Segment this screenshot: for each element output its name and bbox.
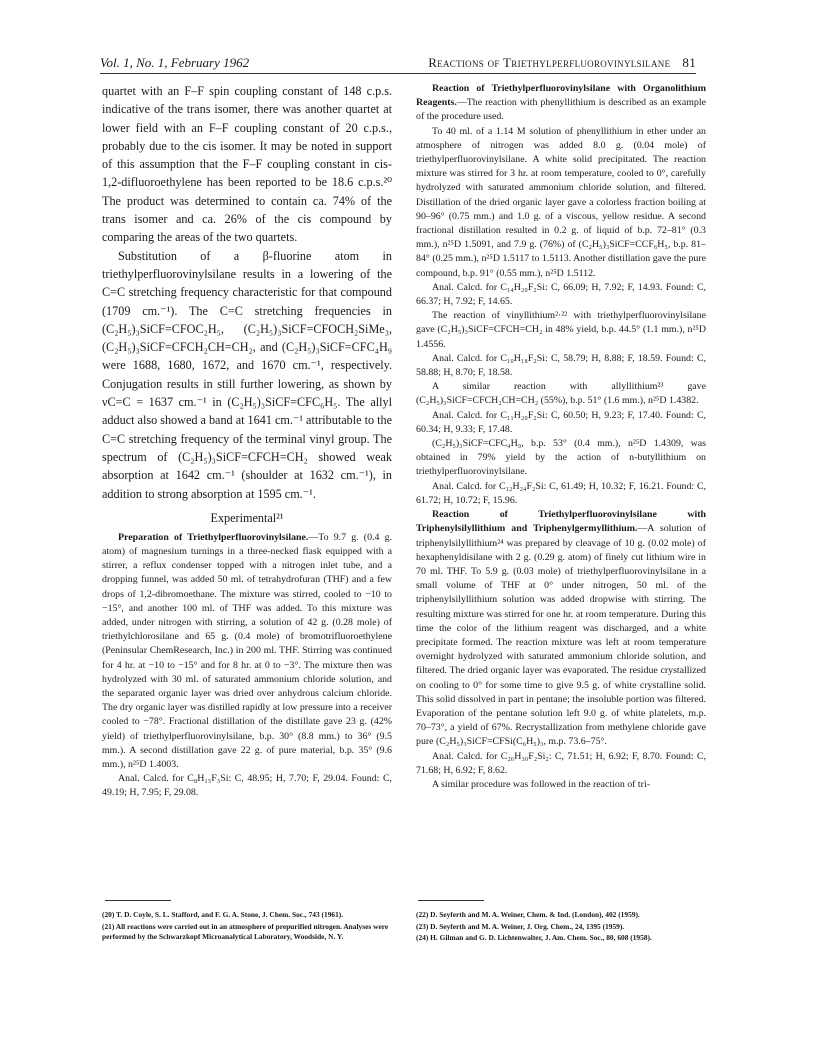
- analysis-line: Anal. Calcd. for C₁₁H₂₀F₂Si: C, 60.50; H, 9.23; F, 17.40. Found: C, 60.34; H, 9.33; F, 17.48.: [416, 409, 706, 435]
- run-in-heading: Preparation of Triethylperfluorovinylsilane.: [118, 531, 309, 543]
- left-column: [102, 82, 392, 801]
- analysis-line: Anal. Calcd. for C₁₄H₂₀F₂Si: C, 66.09; H, 7.92; F, 14.93. Found: C, 66.37; H, 7.92; F, 14.65.: [416, 281, 706, 308]
- paragraph-allyllithium: A similar reaction with allyllithium²³ gave (C₂H₅)₃SiCF=CFCH₂CH=CH₂ (55%), b.p. 51° (1.6 mm.), n²⁵D 1.4382.: [416, 381, 706, 407]
- paragraph-substitution: Substitution of a β-fluorine atom in triethylperfluorovinylsilane results in a lowering of the C=C stretching frequency characteristic for that compound (1709 cm.⁻¹). The C=C stretching frequencies in (C₂H₅)₃SiCF=CFOC₂H₅, (C₂H₅)₃SiCF=CFOCH₂SiMe₃, (C₂H₅)₃SiCF=CFCH₂CH=CH₂, and (C₂H₅)₃SiCF=CFC₄H₉ were 1688, 1680, 1672, and 1670 cm.⁻¹, respectively. Conjugation results in still further lowering, as shown by νC=C = 1637 cm.⁻¹ in (C₂H₅)₃SiCF=CFC₆H₅. The allyl adduct also showed a band at 1641 cm.⁻¹ attributable to the C=C stretching frequency of the terminal vinyl group. The spectrum of (C₂H₅)₃SiCF=CFCH=CH₂ showed weak absorption at 1642 cm.⁻¹ (shoulder at 1632 cm.⁻¹), in addition to strong absorption at 1595 cm.⁻¹.: [102, 248, 392, 501]
- footnote-20: (20) T. D. Coyle, S. L. Stafford, and F. G. A. Stone, J. Chem. Soc., 743 (1961).: [102, 910, 344, 919]
- analysis-line: Anal. Calcd. for C₂₆H₃₀F₂Si₂: C, 71.51; H, 6.92; F, 8.70. Found: C, 71.68; H, 6.92; F, 8.62.: [416, 750, 706, 776]
- footnotes-right: [416, 910, 706, 945]
- run-in-heading: Reaction of Triethylperfluorovinylsilane with Triphenylsilyllithium and Triphenylgermyllithium.: [416, 509, 706, 535]
- footnote-23: (23) D. Seyferth and M. A. Weiner, J. Org. Chem., 24, 1395 (1959).: [416, 921, 625, 931]
- running-head: [428, 55, 696, 71]
- footnote-rule-right: [418, 900, 484, 901]
- run-in-heading: Reaction of Triethylperfluorovinylsilane with Organolithium Reagents.: [416, 83, 706, 109]
- paragraph-preparation: [102, 531, 392, 772]
- paragraph-organolithium: [416, 82, 706, 125]
- paragraph-phenyllithium: To 40 ml. of a 1.14 M solution of phenyllithium in ether under an atmosphere of nitrogen was added 8.0 g. (0.04 mole) of triethylperfluorovinylsilane. A white solid precipitated. The reaction mixture was stirred for 3 hr. at room temperature, cooled to 0°, carefully hydrolyzed with saturated ammonium chloride solution, and filtered. Distillation of the dried organic layer gave a colorless fraction boiling at 90–96° (0.75 mm.) and 1.0 g. of a viscous, yellow residue. A second fractional distillation resulted in 0.2 g. of liquid of b.p. 72–81° (0.3 mm.), n²⁵D 1.5091, and 7.9 g. (76%) of (C₂H₅)₃SiCF=CCF₆H₅, b.p. 81–84° (0.25 mm.), n²⁵D 1.5117 to 1.5113. Another distillation gave the pure compound, b.p. 91° (0.55 mm.), n²⁵D 1.5112.: [416, 125, 706, 279]
- footnotes-left: [102, 910, 392, 944]
- footnote-24: (24) H. Gilman and G. D. Lichtenwalter, J. Am. Chem. Soc., 80, 608 (1958).: [416, 933, 652, 943]
- journal-info: Vol. 1, No. 1, February 1962: [100, 55, 250, 70]
- paragraph-triphenylsilyllithium: [416, 508, 706, 749]
- paragraph-vinyllithium: The reaction of vinyllithium²·²² with triethylperfluorovinylsilane gave (C₂H₅)₃SiCF=CFCH=CH₂ in 48% yield, b.p. 44.5° (1.1 mm.), n²⁵D 1.4556.: [416, 310, 706, 350]
- paragraph-continued: A similar procedure was followed in the reaction of tri-: [432, 778, 651, 790]
- footnote-22: (22) D. Seyferth and M. A. Weiner, Chem. & Ind. (London), 402 (1959).: [416, 910, 640, 919]
- page-number: 81: [682, 55, 696, 70]
- organolithium-text: —The reaction with phenyllithium is described as an example of the procedure used.: [416, 97, 706, 123]
- page-header: [100, 55, 696, 75]
- analysis-line: Anal. Calcd. for C₁₂H₂₄F₂Si: C, 61.49; H, 10.32; F, 16.21. Found: C, 61.72; H, 10.72; F, 15.96.: [416, 480, 706, 506]
- footnote-rule-left: [105, 900, 171, 901]
- paragraph-butyllithium: (C₂H₅)₃SiCF=CFC₄H₉, b.p. 53° (0.4 mm.), n²⁵D 1.4309, was obtained in 79% yield by the action of n-butyllithium on triethylperfluorovinylsilane.: [416, 438, 706, 478]
- section-heading-experimental: Experimental²¹: [210, 510, 284, 525]
- analysis-line: Anal. Calcd. for C₈H₁₅F₃Si: C, 48.95; H, 7.70; F, 29.04. Found: C, 49.19; H, 7.95; F, 29.08.: [102, 773, 392, 799]
- analysis-line: Anal. Calcd. for C₁₀H₁₈F₂Si: C, 58.79; H, 8.88; F, 18.59. Found: C, 58.88; H, 8.70; F, 18.58.: [416, 352, 706, 379]
- triphenylsilyl-text: —A solution of triphenylsilyllithium²⁴ was prepared by cleavage of 10 g. (0.02 mole) of hexaphenyldisilane with 2 g. (0.29 g. atom) of finely cut lithium wire in 70 ml. THF. To 5.9 g. (0.03 mole) of triethylperfluorovinylsilane in a small volume of THF at 0° under nitrogen, 50 ml. of the triphenylsilyllithium solution was added dropwise with stirring. The resulting mixture was stirred for one hr. at room temperature. During this time the color of the lithium reagent was discharged, and a white precipitate formed. The reaction mixture was left at room temperature overnight hydrolyzed with saturated ammonium chloride solution, and filtered. The dried organic layer was evaporated. The residue crystallized on cooling to 0° for some time to give 9.5 g. of white crystalline solid. This solid dissolved in part in pentane; the insoluble portion was filtered. Evaporation of the pentane solution left 9.0 g. of white platelets, m.p. 70–73°, a yield of 67%. Recrystallization from methylene chloride gave pure (C₂H₅)₃SiCF=CFSi(C₆H₅)₃, m.p. 73.6–75°.: [416, 523, 706, 748]
- preparation-text: —To 9.7 g. (0.4 g. atom) of magnesium turnings in a three-necked flask equipped with a stirrer, a reflux condenser topped with a nitrogen inlet tube, and a dropping funnel, was added 50 ml. of tetrahydrofuran (THF) and a few drops of 1,2-dibromoethane. The mixture was stirred, cooled to −10 to −15°, and another 100 ml. of THF was added. To this mixture was added, under nitrogen with stirring, a solution of 42 g. (0.28 mole) of triethylchlorosilane and 65 g. (0.4 mole) of bromotrifluoroethylene (Peninsular ChemResearch, Inc.) in 200 ml. THF. Stirring was continued for 4 hr. at −10 to −15° and for 8 hr. at 0 to −3°. The mixture then was hydrolyzed with 30 ml. of saturated ammonium chloride solution, and the separated organic layer was dried over anhydrous calcium chloride. The dry organic layer was distilled rapidly at low pressure into a receiver cooled to −78°. Fractional distillation of the distillate gave 23 g. (42% yield) of triethylperfluorovinylsilane, b.p. 30° (8.8 mm.) to 36° (9.5 mm.). A second distillation gave 22 g. of pure material, b.p. 35° (9.6 mm.), n²⁵D 1.4003.: [102, 531, 392, 771]
- right-column: [416, 82, 706, 792]
- footnote-21: (21) All reactions were carried out in an atmosphere of prepurified nitrogen. Analyses were performed by the Schwarzkopf Microanalytical Laboratory, Woodside, N. Y.: [102, 921, 389, 942]
- header-rule: [100, 73, 696, 74]
- running-title: Reactions of Triethylperfluorovinylsilane: [428, 55, 671, 70]
- paragraph-continuation: quartet with an F–F spin coupling constant of 148 c.p.s. indicative of the trans isomer, there was another quartet at lower field with an F–F coupling constant of 20 c.p.s., probably due to the cis isomer. It may be noted in support of this assumption that the F–F coupling constant in cis-1,2-difluoroethylene has been reported to be 18.6 c.p.s.²⁰ The product was determined to contain ca. 74% of the trans isomer and ca. 26% of the cis compound by comparing the areas of the two quartets.: [102, 84, 392, 245]
